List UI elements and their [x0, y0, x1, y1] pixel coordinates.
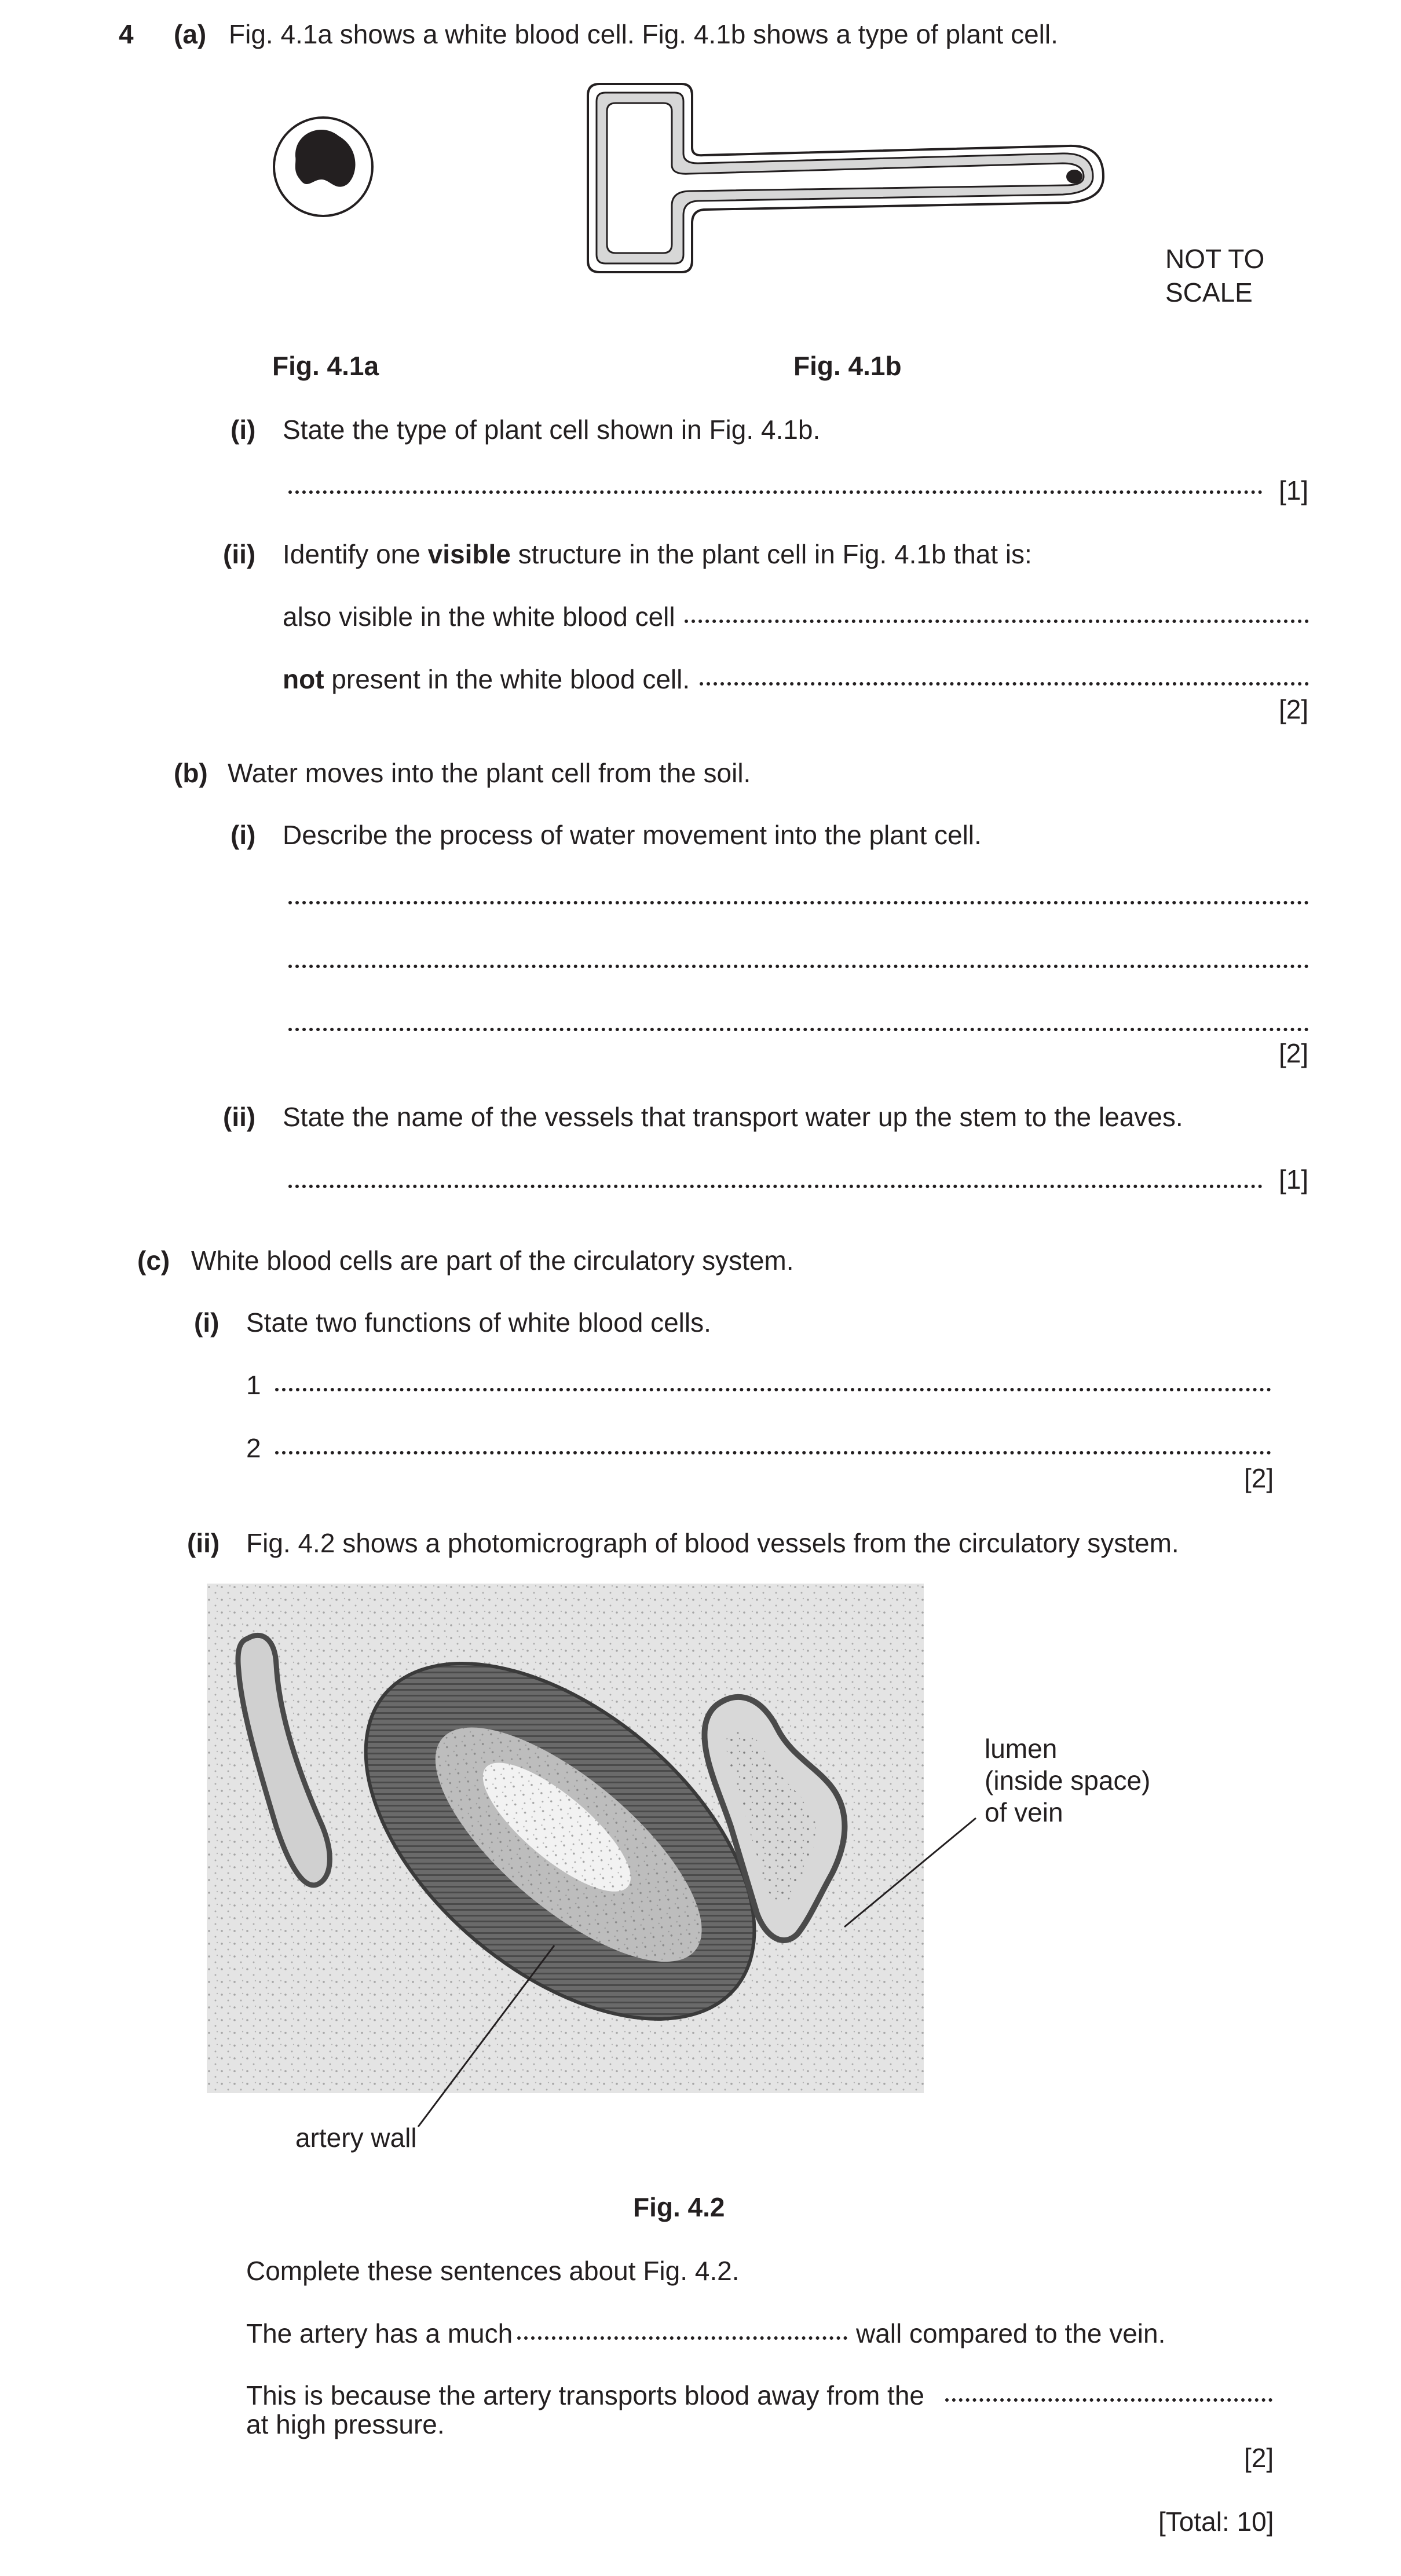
label-lumen-1: lumen — [985, 1734, 1058, 1764]
part-b-i-label: (i) — [231, 820, 256, 850]
marks-c-i: [2] — [1244, 1463, 1274, 1493]
sentence-1-post: wall compared to the vein. — [856, 2318, 1166, 2348]
complete-instruction: Complete these sentences about Fig. 4.2. — [246, 2256, 740, 2286]
total-marks: [Total: 10] — [1158, 2507, 1274, 2537]
marks-b-ii: [1] — [1279, 1164, 1309, 1194]
part-a-i-label: (i) — [231, 415, 256, 445]
part-c-ii-label: (ii) — [187, 1528, 220, 1558]
part-c-ii-text: Fig. 4.2 shows a photomicrograph of blood vessels from the circulatory system. — [246, 1528, 1179, 1558]
label-artery-wall: artery wall — [295, 2123, 417, 2153]
part-b-i-text: Describe the process of water movement into the plant cell. — [283, 820, 982, 850]
part-b-ii-text: State the name of the vessels that transport water up the stem to the leaves. — [283, 1102, 1183, 1132]
part-a-label: (a) — [174, 19, 207, 49]
part-b-intro: Water moves into the plant cell from the soil. — [228, 758, 751, 788]
marks-a-i: [1] — [1279, 475, 1309, 505]
fig-4-1a-caption: Fig. 4.1a — [272, 351, 379, 381]
sentence-2-line2: at high pressure. — [246, 2409, 445, 2439]
part-a-ii-text: Identify one visible structure in the plant cell in Fig. 4.1b that is: — [283, 539, 1032, 569]
part-c-intro: White blood cells are part of the circulatory system. — [191, 1245, 794, 1276]
fig-4-2-caption: Fig. 4.2 — [633, 2192, 725, 2222]
part-c-i-label: (i) — [194, 1307, 220, 1338]
answer-blank-s2[interactable] — [945, 2398, 1272, 2402]
part-b-ii-label: (ii) — [223, 1102, 256, 1132]
part-c-i-number-1: 1 — [246, 1370, 261, 1400]
part-a-intro: Fig. 4.1a shows a white blood cell. Fig. 4.1b shows a type of plant cell. — [229, 19, 1058, 49]
not-to-scale-line2: SCALE — [1165, 277, 1253, 307]
fig-4-1b-caption: Fig. 4.1b — [793, 351, 902, 381]
question-number: 4 — [119, 19, 134, 49]
not-to-scale-line1: NOT TO — [1165, 244, 1265, 274]
part-a-ii-line2-text: not present in the white blood cell. — [283, 664, 690, 694]
part-b-label: (b) — [174, 758, 208, 788]
sentence-1-pre: The artery has a much — [246, 2318, 513, 2348]
answer-blank-s1[interactable] — [517, 2336, 847, 2340]
part-c-i-text: State two functions of white blood cells. — [246, 1307, 711, 1338]
sentence-2-pre: This is because the artery transports blood away from the — [246, 2380, 925, 2410]
part-a-ii-line1-text: also visible in the white blood cell — [283, 602, 675, 632]
marks-b-i: [2] — [1279, 1038, 1309, 1068]
part-a-i-text: State the type of plant cell shown in Fig. 4.1b. — [283, 415, 821, 445]
marks-c-ii: [2] — [1244, 2443, 1274, 2473]
marks-a-ii: [2] — [1279, 694, 1309, 724]
part-c-label: (c) — [137, 1245, 170, 1276]
label-lumen-2: (inside space) — [985, 1765, 1151, 1795]
label-lumen-3: of vein — [985, 1797, 1063, 1827]
part-a-ii-label: (ii) — [223, 539, 256, 569]
part-c-i-number-2: 2 — [246, 1433, 261, 1463]
